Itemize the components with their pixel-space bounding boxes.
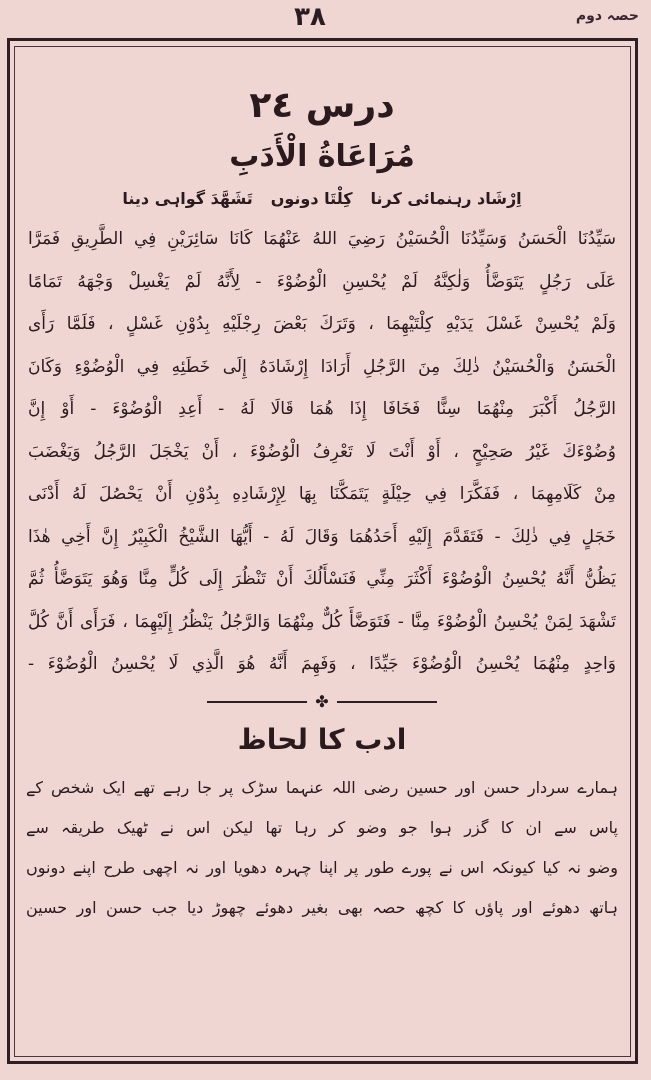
urdu-heading: ادب کا لحاظ	[237, 722, 407, 756]
ornament-icon: ✤	[315, 691, 329, 711]
vocabulary-row	[22, 184, 622, 214]
vocab-item: اِرْشَاد رہنمائی کرنا	[370, 189, 522, 208]
urdu-line: ہاتھ دھوئے اور پاؤں کا کچھ حصہ بھی بغیر دھوئے چھوڑ دیا جب حسن اور حسین	[26, 897, 618, 917]
arabic-line: وَاحِدٍ مِنْهُمَا يُحْسِنُ الْوُضُوْءَ جَيِّدًا ، وَفَهِمَ أَنَّهُ هُوَ الَّذِي لَا يُحْسِنُ الْوُضُوْءَ -	[28, 654, 616, 674]
arabic-passage	[22, 218, 622, 686]
lesson-heading: مُرَاعَاةُ الْأَدَبِ	[229, 139, 415, 174]
divider-line	[337, 701, 437, 703]
vocab-item: تَشَهَّدَ گواہی دینا	[122, 189, 253, 208]
divider-line	[207, 701, 307, 703]
arabic-line: الرَّجُلُ أَكْبَرَ مِنْهُمَا سِنًّا فَخَافَا إِذَا هُمَا قَالَا لَهُ - أَعِدِ الْوُضُوْءَ - أَوْ إِنَّ	[28, 399, 616, 419]
arabic-line: وَلَمْ يُحْسِنْ غَسْلَ يَدَيْهِ كِلْتَيْهِمَا ، وَتَرَكَ بَعْضَ رِجْلَيْهِ بِدُوْنِ غَسْلٍ ، فَلَمَّا رَأَى	[28, 314, 616, 334]
urdu-passage	[22, 768, 622, 928]
arabic-line: خَجَلٍ فِي ذٰلِكَ - فَتَقَدَّمَ إِلَيْهِ أَحَدُهُمَا وَقَالَ لَهُ - أَيُّهَا الشَّيْخُ الْكَبِيْرُ إِنَّ أَخِي هٰذَا	[28, 526, 616, 547]
lesson-content	[22, 80, 622, 1050]
lesson-title: درس ٢٤	[249, 85, 395, 126]
arabic-line: سَيِّدُنَا الْحَسَنُ وَسَيِّدُنَا الْحُسَيْنُ رَضِيَ اللهُ عَنْهُمَا كَانَا سَائِرَيْنِ فِي الطَّرِيقِ فَمَرَّا	[28, 229, 616, 249]
arabic-line: مِنْ كَلَامِهِمَا ، فَفَكَّرَا فِي حِيْلَةٍ يَتَمَكَّنَا بِهَا لِإِرْشَادِهِ بِدُوْنِ أَنْ يَحْصُلَ لَهُ أَدْنَى	[28, 484, 616, 504]
ornamental-divider	[207, 692, 437, 712]
page-number: ۳۸	[294, 2, 326, 32]
arabic-line: الْحَسَنُ وَالْحُسَيْنُ ذٰلِكَ مِنَ الرَّجُلِ أَرَادَا إِرْشَادَهُ إِلَى خَطَئِهِ فِي الْوُضُوْءِ وَكَانَ	[28, 356, 616, 377]
arabic-line: تَشْهَدَ لِمَنْ يُحْسِنُ الْوُضُوْءَ مِنَّا - فَتَوَضَّأَ كُلٌّ مِنْهُمَا وَالرَّجُلُ يَنْظُرُ إِلَيْهِمَا ، فَرَأَى أَنَّ كُلَّ	[28, 611, 616, 632]
urdu-line: ہمارے سردار حسن اور حسین رضی اللہ عنہما سڑک پر جا رہے تھے ایک شخص کے	[26, 777, 618, 797]
page-header	[0, 2, 651, 36]
vocab-item: كِلْتَا دونوں	[270, 189, 353, 208]
arabic-line: يَظُنُّ أَنَّهُ يُحْسِنُ الْوُضُوْءَ أَكْثَرَ مِنِّي فَنَسْأَلُكَ أَنْ تَنْظُرَ إِلَى كُلٍّ مِنَّا وَهُوَ يَتَوَضَّأُ ثُمَّ	[28, 569, 616, 589]
urdu-line: وضو نہ کیا کیونکہ اس نے پورے طور پر اپنا چہرہ دھویا اور نہ اچھی طرح اپنے دونوں	[26, 857, 618, 877]
arabic-line: وُضُوْءَكَ غَيْرُ صَحِيْحٍ ، أَوْ أَنْتَ لَا تَعْرِفُ الْوُضُوْءَ ، أَنْ يَخْجَلَ الرَّجُلُ وَيَغْضَبَ	[28, 441, 616, 462]
arabic-line: عَلَى رَجُلٍ يَتَوَضَّأُ وَلٰكِنَّهُ لَمْ يُحْسِنِ الْوُضُوْءَ - لِأَنَّهُ لَمْ يَغْسِلْ وَجْهَهُ تَمَامًا	[28, 271, 616, 292]
urdu-line: پاس سے ان کا گزر ہوا جو وضو کر رہا تھا لیکن اس نے ٹھیک طریقہ سے	[26, 817, 618, 837]
section-label: حصہ دوم	[575, 8, 639, 24]
